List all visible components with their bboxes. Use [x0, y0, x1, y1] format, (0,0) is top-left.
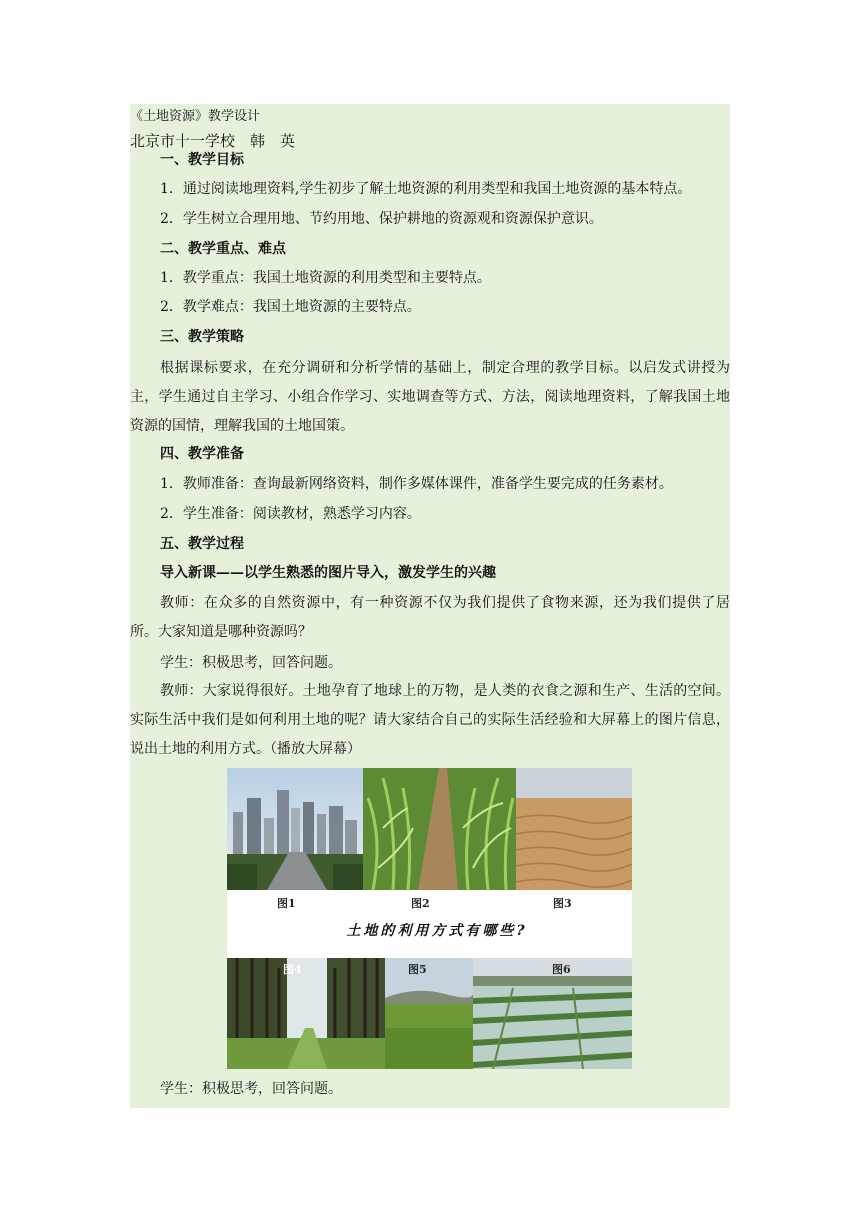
desert-photo [516, 768, 632, 890]
figure-caption-1: 图1 [277, 897, 296, 910]
doc-title: 《土地资源》教学设计 [130, 109, 261, 124]
process-heading: 五、教学过程 [160, 536, 244, 552]
land-use-figure [227, 768, 632, 1069]
doc-author: 北京市十一学校 韩 英 [130, 132, 296, 150]
teacher-paragraph-1: 教师：在众多的自然资源中，有一种资源不仅为我们提供了食物来源，还为我们提供了居所。大家知道是哪种资源吗？ [130, 595, 730, 640]
figure-caption-4: 图4 [283, 963, 302, 976]
figure-caption-2: 图2 [411, 897, 430, 910]
prep-1: 1．教师准备：查询最新网络资料，制作多媒体课件，准备学生要完成的任务素材。 [160, 476, 673, 492]
student-response-2: 学生：积极思考，回答问题。 [160, 1081, 342, 1097]
key-1: 1．教学重点：我国土地资源的利用类型和主要特点。 [160, 270, 491, 286]
goals-heading: 一、教学目标 [160, 152, 244, 168]
figure-caption-3: 图3 [553, 897, 572, 910]
prep-2: 2．学生准备：阅读教材，熟悉学习内容。 [160, 506, 421, 522]
teacher-paragraph-2: 教师：大家说得很好。土地孕育了地球上的万物，是人类的衣食之源和生产、生活的空间。实际生活中我们是如何利用土地的呢？请大家结合自己的实际生活经验和大屏幕上的图片信息，说出土地的利用方式。（播放大屏幕） [130, 683, 730, 757]
intro-heading: 导入新课——以学生熟悉的图片导入，激发学生的兴趣 [160, 565, 496, 581]
figure-caption-5: 图5 [408, 963, 427, 976]
figure-caption-6: 图6 [552, 963, 571, 976]
grassland-photo [385, 958, 473, 1069]
key-heading: 二、教学重点、难点 [160, 241, 286, 257]
strategy-paragraph: 根据课标要求，在充分调研和分析学情的基础上，制定合理的教学目标。以启发式讲授为主，学生通过自主学习、小组合作学习、实地调查等方式、方法，阅读地理资料，了解我国土地资源的国情，理解我国的土地国策。 [130, 360, 730, 434]
farmland-photo [363, 768, 516, 890]
key-2: 2．教学难点：我国土地资源的主要特点。 [160, 299, 421, 315]
student-response-1: 学生：积极思考，回答问题。 [160, 655, 342, 671]
city-photo [227, 768, 363, 890]
goal-2: 2．学生树立合理用地、节约用地、保护耕地的资源观和资源保护意识。 [160, 211, 603, 227]
figure-question: 土地的利用方式有哪些? [346, 923, 528, 939]
goal-1: 1．通过阅读地理资料,学生初步了解土地资源的利用类型和我国土地资源的基本特点。 [160, 181, 692, 197]
strategy-heading: 三、教学策略 [160, 329, 244, 345]
forest-photo [227, 958, 385, 1069]
prep-heading: 四、教学准备 [160, 446, 244, 462]
